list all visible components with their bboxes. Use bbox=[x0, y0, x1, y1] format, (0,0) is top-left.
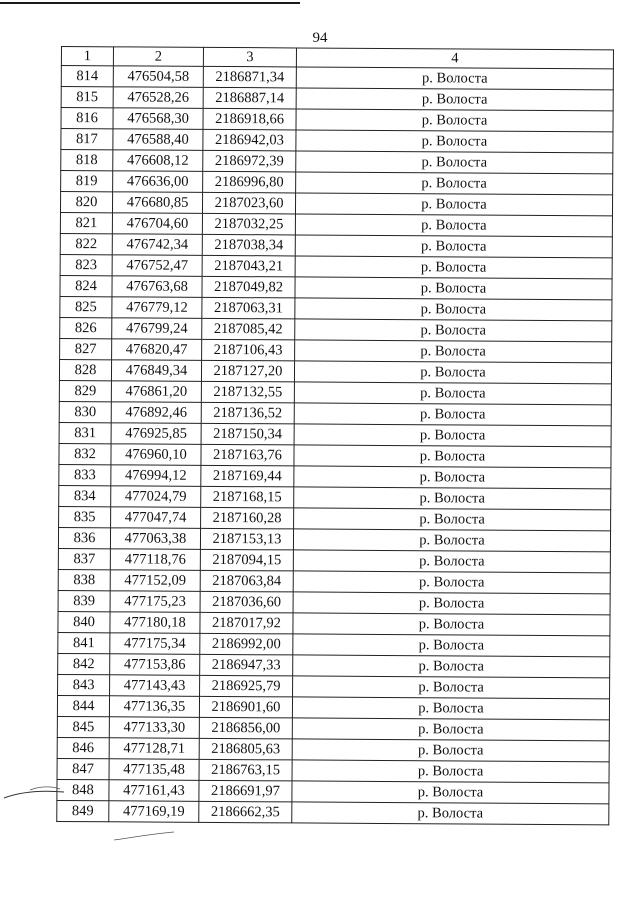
description-cell: р. Волоста bbox=[292, 697, 609, 720]
x-coordinate-cell: 477024,79 bbox=[111, 486, 201, 508]
point-number-cell: 847 bbox=[57, 758, 109, 779]
y-coordinate-cell: 2186887,14 bbox=[203, 87, 296, 109]
table-row bbox=[58, 548, 610, 572]
x-coordinate-cell: 477136,35 bbox=[109, 696, 199, 718]
y-coordinate-cell: 2187023,60 bbox=[202, 192, 295, 214]
header-y-coordinate: 3 bbox=[203, 47, 296, 67]
x-coordinate-cell: 476960,10 bbox=[111, 444, 201, 466]
table-row bbox=[61, 66, 613, 90]
point-number-cell: 827 bbox=[60, 338, 112, 359]
point-number-cell: 815 bbox=[61, 87, 113, 108]
table-row bbox=[59, 464, 611, 488]
y-coordinate-cell: 2187032,25 bbox=[202, 213, 295, 235]
description-cell: р. Волоста bbox=[293, 550, 610, 573]
description-cell: р. Волоста bbox=[292, 802, 609, 825]
x-coordinate-cell: 477175,23 bbox=[110, 591, 200, 613]
x-coordinate-cell: 476752,47 bbox=[112, 255, 202, 277]
table-row bbox=[57, 758, 609, 782]
table-row bbox=[57, 716, 609, 740]
point-number-cell: 828 bbox=[59, 359, 111, 380]
x-coordinate-cell: 477169,19 bbox=[109, 801, 199, 823]
y-coordinate-cell: 2187043,21 bbox=[202, 255, 295, 277]
point-number-cell: 832 bbox=[59, 443, 111, 464]
point-number-cell: 836 bbox=[58, 527, 110, 548]
x-coordinate-cell: 477133,30 bbox=[109, 717, 199, 739]
description-cell: р. Волоста bbox=[293, 592, 610, 615]
description-cell: р. Волоста bbox=[293, 676, 610, 699]
description-cell: р. Волоста bbox=[294, 508, 611, 531]
description-cell: р. Волоста bbox=[294, 466, 611, 489]
point-number-cell: 826 bbox=[60, 317, 112, 338]
table-row bbox=[59, 485, 611, 509]
y-coordinate-cell: 2187049,82 bbox=[202, 276, 295, 298]
y-coordinate-cell: 2186992,00 bbox=[200, 633, 293, 655]
point-number-cell: 839 bbox=[58, 590, 110, 611]
x-coordinate-cell: 476799,24 bbox=[112, 318, 202, 340]
description-cell: р. Волоста bbox=[295, 193, 612, 216]
x-coordinate-cell: 476763,68 bbox=[112, 276, 202, 298]
table-row bbox=[57, 779, 609, 803]
point-number-cell: 822 bbox=[60, 233, 112, 254]
y-coordinate-cell: 2186901,60 bbox=[199, 696, 292, 718]
table-row bbox=[60, 212, 612, 236]
description-cell: р. Волоста bbox=[292, 760, 609, 783]
point-number-cell: 829 bbox=[59, 380, 111, 401]
x-coordinate-cell: 476849,34 bbox=[111, 360, 201, 382]
y-coordinate-cell: 2187160,28 bbox=[201, 507, 294, 529]
y-coordinate-cell: 2187153,13 bbox=[200, 528, 293, 550]
table-row bbox=[60, 296, 612, 320]
y-coordinate-cell: 2187168,15 bbox=[201, 486, 294, 508]
header-x-coordinate: 2 bbox=[113, 47, 203, 67]
x-coordinate-cell: 477143,43 bbox=[110, 675, 200, 697]
table-row bbox=[58, 653, 610, 677]
x-coordinate-cell: 476925,85 bbox=[111, 423, 201, 445]
description-cell: р. Волоста bbox=[294, 445, 611, 468]
point-number-cell: 824 bbox=[60, 275, 112, 296]
point-number-cell: 848 bbox=[57, 779, 109, 800]
description-cell: р. Волоста bbox=[294, 361, 611, 384]
x-coordinate-cell: 477128,71 bbox=[109, 738, 199, 760]
point-number-cell: 821 bbox=[60, 212, 112, 233]
table-row bbox=[61, 171, 613, 195]
point-number-cell: 818 bbox=[61, 150, 113, 171]
coordinates-table bbox=[56, 46, 614, 825]
y-coordinate-cell: 2187063,84 bbox=[200, 570, 293, 592]
table-row bbox=[61, 108, 613, 132]
description-cell: р. Волоста bbox=[293, 634, 610, 657]
description-cell: р. Волоста bbox=[294, 382, 611, 405]
table-row bbox=[58, 569, 610, 593]
table-row bbox=[59, 359, 611, 383]
bottom-pen-mark bbox=[110, 828, 180, 848]
x-coordinate-cell: 476608,12 bbox=[113, 150, 203, 172]
description-cell: р. Волоста bbox=[293, 655, 610, 678]
point-number-cell: 814 bbox=[61, 66, 113, 87]
description-cell: р. Волоста bbox=[293, 571, 610, 594]
point-number-cell: 835 bbox=[59, 506, 111, 527]
y-coordinate-cell: 2186691,97 bbox=[199, 780, 292, 802]
y-coordinate-cell: 2186972,39 bbox=[203, 150, 296, 172]
y-coordinate-cell: 2187094,15 bbox=[200, 549, 293, 571]
description-cell: р. Волоста bbox=[294, 403, 611, 426]
description-cell: р. Волоста bbox=[292, 718, 609, 741]
x-coordinate-cell: 476568,30 bbox=[113, 108, 203, 130]
table-row bbox=[57, 800, 609, 824]
table-row bbox=[58, 632, 610, 656]
description-cell: р. Волоста bbox=[295, 256, 612, 279]
description-cell: р. Волоста bbox=[295, 319, 612, 342]
description-cell: р. Волоста bbox=[296, 88, 613, 111]
description-cell: р. Волоста bbox=[292, 781, 609, 804]
x-coordinate-cell: 476861,20 bbox=[111, 381, 201, 403]
table-row bbox=[58, 527, 610, 551]
table-row bbox=[61, 87, 613, 111]
point-number-cell: 831 bbox=[59, 422, 111, 443]
description-cell: р. Волоста bbox=[292, 739, 609, 762]
x-coordinate-cell: 476588,40 bbox=[113, 129, 203, 151]
point-number-cell: 846 bbox=[57, 737, 109, 758]
y-coordinate-cell: 2187085,42 bbox=[202, 318, 295, 340]
header-description: 4 bbox=[296, 48, 613, 69]
description-cell: р. Волоста bbox=[295, 277, 612, 300]
y-coordinate-cell: 2187127,20 bbox=[201, 360, 294, 382]
point-number-cell: 817 bbox=[61, 129, 113, 150]
point-number-cell: 840 bbox=[58, 611, 110, 632]
table-row bbox=[57, 695, 609, 719]
y-coordinate-cell: 2186996,80 bbox=[203, 171, 296, 193]
y-coordinate-cell: 2186942,03 bbox=[203, 129, 296, 151]
point-number-cell: 844 bbox=[57, 695, 109, 716]
y-coordinate-cell: 2187169,44 bbox=[201, 465, 294, 487]
y-coordinate-cell: 2187106,43 bbox=[202, 339, 295, 361]
table-row bbox=[57, 737, 609, 761]
y-coordinate-cell: 2187038,34 bbox=[202, 234, 295, 256]
table-row bbox=[60, 275, 612, 299]
point-number-cell: 834 bbox=[59, 485, 111, 506]
description-cell: р. Волоста bbox=[296, 172, 613, 195]
x-coordinate-cell: 477180,18 bbox=[110, 612, 200, 634]
table-row bbox=[60, 192, 612, 216]
description-cell: р. Волоста bbox=[293, 529, 610, 552]
point-number-cell: 816 bbox=[61, 108, 113, 129]
y-coordinate-cell: 2186763,15 bbox=[199, 759, 292, 781]
x-coordinate-cell: 476820,47 bbox=[112, 339, 202, 361]
y-coordinate-cell: 2186856,00 bbox=[199, 717, 292, 739]
table-row bbox=[59, 401, 611, 425]
x-coordinate-cell: 477118,76 bbox=[110, 549, 200, 571]
y-coordinate-cell: 2187132,55 bbox=[201, 381, 294, 403]
x-coordinate-cell: 476636,00 bbox=[113, 171, 203, 193]
description-cell: р. Волоста bbox=[295, 235, 612, 258]
x-coordinate-cell: 477047,74 bbox=[111, 507, 201, 529]
x-coordinate-cell: 476528,26 bbox=[113, 87, 203, 109]
table-row bbox=[59, 506, 611, 530]
point-number-cell: 820 bbox=[60, 192, 112, 213]
point-number-cell: 841 bbox=[58, 632, 110, 653]
y-coordinate-cell: 2186662,35 bbox=[199, 801, 292, 823]
description-cell: р. Волоста bbox=[293, 613, 610, 636]
x-coordinate-cell: 477063,38 bbox=[110, 528, 200, 550]
y-coordinate-cell: 2187163,76 bbox=[201, 444, 294, 466]
description-cell: р. Волоста bbox=[295, 340, 612, 363]
x-coordinate-cell: 477161,43 bbox=[109, 780, 199, 802]
table-row bbox=[61, 150, 613, 174]
table-row bbox=[58, 590, 610, 614]
description-cell: р. Волоста bbox=[294, 424, 611, 447]
x-coordinate-cell: 476680,85 bbox=[112, 192, 202, 214]
y-coordinate-cell: 2186925,79 bbox=[200, 675, 293, 697]
description-cell: р. Волоста bbox=[296, 109, 613, 132]
x-coordinate-cell: 477153,86 bbox=[110, 654, 200, 676]
y-coordinate-cell: 2186871,34 bbox=[203, 66, 296, 88]
y-coordinate-cell: 2186805,63 bbox=[199, 738, 292, 760]
y-coordinate-cell: 2187150,34 bbox=[201, 423, 294, 445]
point-number-cell: 830 bbox=[59, 401, 111, 422]
table-row bbox=[58, 674, 610, 698]
x-coordinate-cell: 476779,12 bbox=[112, 297, 202, 319]
scan-edge-line bbox=[0, 2, 300, 4]
x-coordinate-cell: 477152,09 bbox=[110, 570, 200, 592]
table-row bbox=[60, 233, 612, 257]
x-coordinate-cell: 476742,34 bbox=[112, 234, 202, 256]
table-body bbox=[57, 66, 614, 825]
description-cell: р. Волоста bbox=[294, 487, 611, 510]
point-number-cell: 838 bbox=[58, 569, 110, 590]
point-number-cell: 833 bbox=[59, 464, 111, 485]
x-coordinate-cell: 476504,58 bbox=[113, 66, 203, 88]
y-coordinate-cell: 2187036,60 bbox=[200, 591, 293, 613]
point-number-cell: 825 bbox=[60, 296, 112, 317]
y-coordinate-cell: 2187136,52 bbox=[201, 402, 294, 424]
table-row bbox=[60, 254, 612, 278]
x-coordinate-cell: 476704,60 bbox=[112, 213, 202, 235]
point-number-cell: 823 bbox=[60, 254, 112, 275]
x-coordinate-cell: 476994,12 bbox=[111, 465, 201, 487]
table-row bbox=[59, 422, 611, 446]
description-cell: р. Волоста bbox=[296, 151, 613, 174]
header-point-number: 1 bbox=[61, 47, 113, 66]
table-row bbox=[61, 129, 613, 153]
y-coordinate-cell: 2187017,92 bbox=[200, 612, 293, 634]
table-row bbox=[59, 443, 611, 467]
point-number-cell: 837 bbox=[58, 548, 110, 569]
point-number-cell: 819 bbox=[61, 171, 113, 192]
table-row bbox=[59, 380, 611, 404]
x-coordinate-cell: 476892,46 bbox=[111, 402, 201, 424]
y-coordinate-cell: 2187063,31 bbox=[202, 297, 295, 319]
table-row bbox=[60, 317, 612, 341]
description-cell: р. Волоста bbox=[295, 298, 612, 321]
point-number-cell: 845 bbox=[57, 716, 109, 737]
x-coordinate-cell: 477175,34 bbox=[110, 633, 200, 655]
point-number-cell: 842 bbox=[58, 653, 110, 674]
table-row bbox=[60, 338, 612, 362]
y-coordinate-cell: 2186947,33 bbox=[200, 654, 293, 676]
description-cell: р. Волоста bbox=[295, 214, 612, 237]
point-number-cell: 843 bbox=[58, 674, 110, 695]
table-row bbox=[58, 611, 610, 635]
y-coordinate-cell: 2186918,66 bbox=[203, 108, 296, 130]
point-number-cell: 849 bbox=[57, 800, 109, 821]
x-coordinate-cell: 477135,48 bbox=[109, 759, 199, 781]
description-cell: р. Волоста bbox=[296, 130, 613, 153]
description-cell: р. Волоста bbox=[296, 67, 613, 90]
page-number: 94 bbox=[312, 30, 328, 46]
